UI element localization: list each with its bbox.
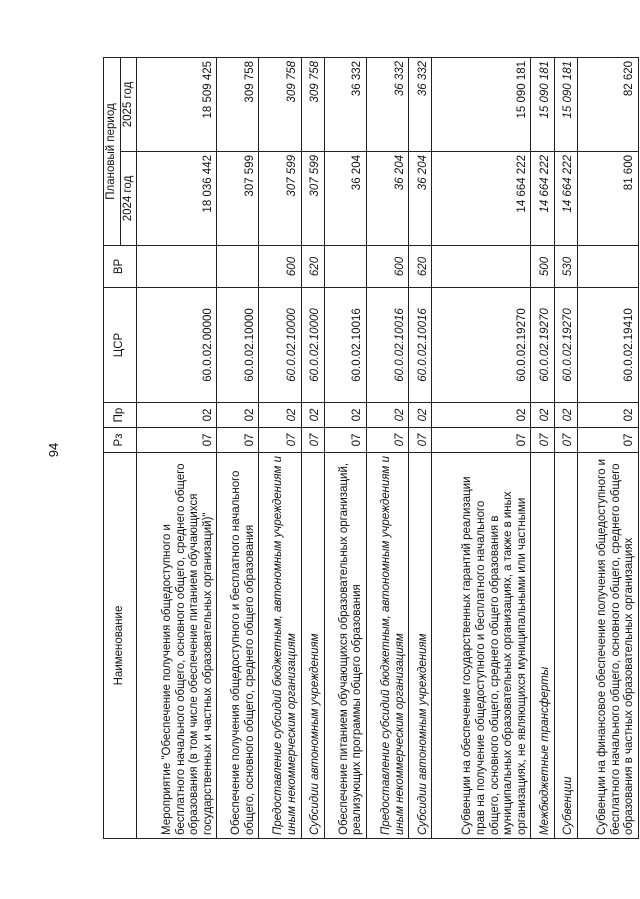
row-csr: 60.0.02.10000 — [259, 288, 301, 403]
row-2024: 36 204 — [366, 152, 408, 246]
header-year-2024: 2024 год — [120, 152, 137, 246]
row-rz: 07 — [409, 428, 432, 453]
row-pr: 02 — [217, 403, 259, 428]
row-vr — [432, 246, 531, 288]
table-container — [103, 58, 639, 839]
row-rz: 07 — [259, 428, 301, 453]
row-vr: 620 — [301, 246, 324, 288]
row-rz: 07 — [432, 428, 531, 453]
table-row — [432, 57, 531, 838]
row-name: Обеспечение питанием обучающихся образовательных организаций, реализующих программы общего образования — [324, 453, 366, 839]
row-rz: 07 — [301, 428, 324, 453]
table-row — [137, 57, 217, 838]
row-2024: 307 599 — [259, 152, 301, 246]
table-row — [554, 57, 577, 838]
row-2024: 307 599 — [301, 152, 324, 246]
row-2024: 14 664 222 — [531, 152, 554, 246]
row-csr: 60.0.02.10016 — [409, 288, 432, 403]
row-2024: 18 036 442 — [137, 152, 217, 246]
row-pr: 02 — [432, 403, 531, 428]
row-pr: 02 — [137, 403, 217, 428]
header-vr: ВР — [104, 246, 137, 288]
row-pr: 02 — [409, 403, 432, 428]
row-2025: 36 332 — [366, 57, 408, 151]
row-name: Обеспечение получения общедоступного и бесплатного начального общего, основного общего, среднего общего образования — [217, 453, 259, 839]
row-csr: 60.0.02.19270 — [531, 288, 554, 403]
header-planning-period: Плановый период — [104, 57, 121, 245]
row-2025: 15 090 181 — [554, 57, 577, 151]
row-2024: 14 664 222 — [432, 152, 531, 246]
budget-table — [103, 57, 639, 839]
header-name: Наименование — [104, 453, 137, 839]
row-name: Субвенции на финансовое обеспечение получения общедоступного и бесплатного начального общего, основного общего, среднего общего образования в частных образовательных организациях — [577, 453, 638, 839]
row-rz: 07 — [324, 428, 366, 453]
row-vr: 500 — [531, 246, 554, 288]
header-csr: ЦСР — [104, 288, 137, 403]
table-row — [577, 57, 638, 838]
table-row — [366, 57, 408, 838]
row-csr: 60.0.02.19410 — [577, 288, 638, 403]
row-rz: 07 — [137, 428, 217, 453]
row-name: Предоставление субсидий бюджетным, автономным учреждениям и иным некоммерческим организациям — [366, 453, 408, 839]
table-row — [531, 57, 554, 838]
row-csr: 60.0.02.10000 — [217, 288, 259, 403]
row-2025: 309 758 — [259, 57, 301, 151]
row-2025: 36 332 — [324, 57, 366, 151]
row-vr: 620 — [409, 246, 432, 288]
page-number: 94 — [46, 442, 61, 458]
header-rz: Рз — [104, 428, 137, 453]
header-pr: Пр — [104, 403, 137, 428]
row-pr: 02 — [259, 403, 301, 428]
row-pr: 02 — [366, 403, 408, 428]
row-name: Предоставление субсидий бюджетным, автономным учреждениям и иным некоммерческим организациям — [259, 453, 301, 839]
row-vr: 600 — [366, 246, 408, 288]
row-vr — [137, 246, 217, 288]
row-csr: 60.0.02.19270 — [554, 288, 577, 403]
row-vr — [577, 246, 638, 288]
row-csr: 60.0.02.19270 — [432, 288, 531, 403]
row-2024: 307 599 — [217, 152, 259, 246]
table-row — [324, 57, 366, 838]
row-2024: 36 204 — [324, 152, 366, 246]
row-2025: 36 332 — [409, 57, 432, 151]
row-rz: 07 — [366, 428, 408, 453]
row-pr: 02 — [301, 403, 324, 428]
row-pr: 02 — [577, 403, 638, 428]
row-pr: 02 — [324, 403, 366, 428]
row-rz: 07 — [577, 428, 638, 453]
table-body — [137, 57, 639, 838]
row-csr: 60.0.02.10016 — [366, 288, 408, 403]
table-row — [301, 57, 324, 838]
table-row — [409, 57, 432, 838]
row-csr: 60.0.02.10016 — [324, 288, 366, 403]
row-name: Субвенции — [554, 453, 577, 839]
row-pr: 02 — [554, 403, 577, 428]
row-vr: 600 — [259, 246, 301, 288]
row-vr: 530 — [554, 246, 577, 288]
row-name: Субвенции на обеспечение государственных гарантий реализации прав на получение общедоступного и бесплатного начального общего, основного общего, среднего общего образования в муниципальных образовательных организациях, а также в иных организациях, не являющихся муниципальными или частными — [432, 453, 531, 839]
row-2024: 14 664 222 — [554, 152, 577, 246]
table-row — [259, 57, 301, 838]
row-2025: 309 758 — [301, 57, 324, 151]
row-name: Субсидии автономным учреждениям — [301, 453, 324, 839]
row-2025: 82 620 — [577, 57, 638, 151]
row-2024: 81 600 — [577, 152, 638, 246]
row-rz: 07 — [554, 428, 577, 453]
row-vr — [324, 246, 366, 288]
row-2025: 309 758 — [217, 57, 259, 151]
row-2024: 36 204 — [409, 152, 432, 246]
row-csr: 60.0.02.00000 — [137, 288, 217, 403]
row-rz: 07 — [531, 428, 554, 453]
row-2025: 18 509 425 — [137, 57, 217, 151]
row-name: Межбюджетные трансферты — [531, 453, 554, 839]
row-pr: 02 — [531, 403, 554, 428]
row-2025: 15 090 181 — [432, 57, 531, 151]
row-name: Мероприятие "Обеспечение получения общедоступного и бесплатного начального общего, основного общего, среднего общего образования (в том числе обеспечение питанием обучающихся государственных и частных образовательных организаций)" — [137, 453, 217, 839]
row-2025: 15 090 181 — [531, 57, 554, 151]
row-rz: 07 — [217, 428, 259, 453]
table-row — [217, 57, 259, 838]
row-name: Субсидии автономным учреждениям — [409, 453, 432, 839]
row-csr: 60.0.02.10000 — [301, 288, 324, 403]
row-vr — [217, 246, 259, 288]
header-year-2025: 2025 год — [120, 57, 137, 151]
rotated-page — [103, 58, 639, 839]
